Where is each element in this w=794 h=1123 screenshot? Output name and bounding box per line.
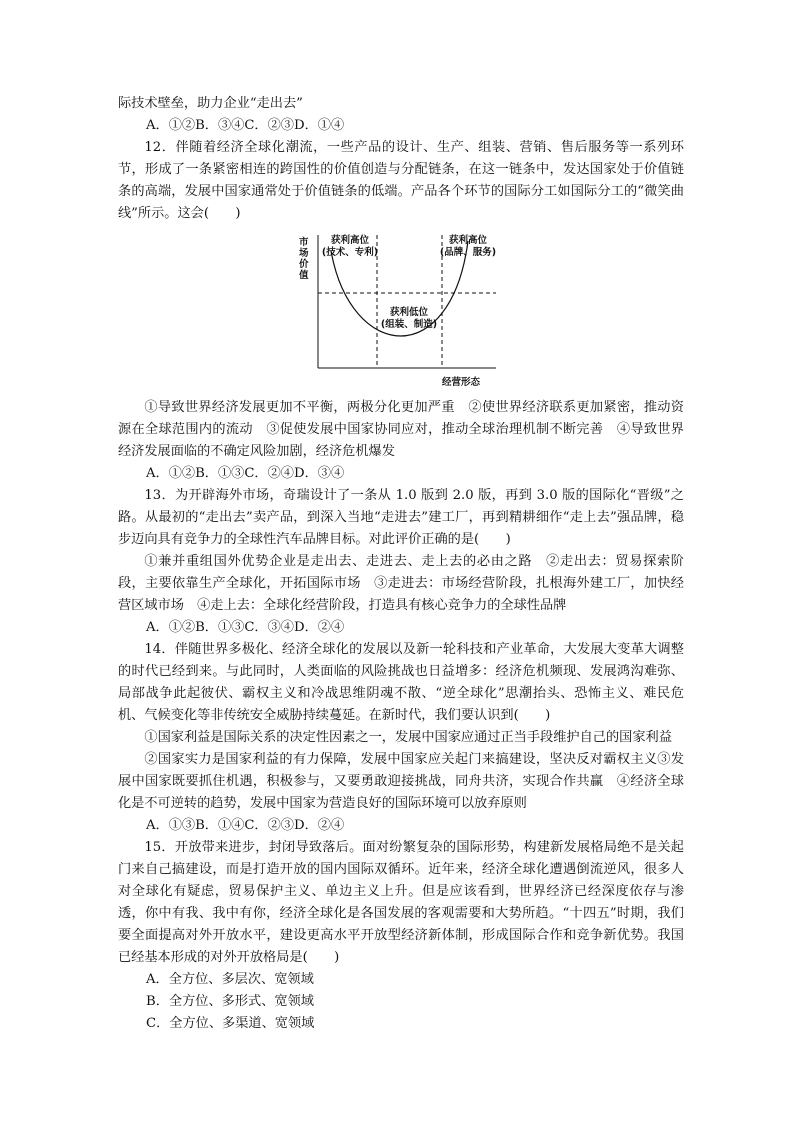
smile-curve-chart [296,231,506,389]
right-high-label: 获利高位 [448,235,488,246]
x-axis-label: 经营形态 [441,377,481,388]
q12-stem: 12．伴随着经济全球化潮流，一些产品的设计、生产、组装、营销、售后服务等一系列环节，形成了一条紧密相连的跨国性的价值创造与分配链条，在这一链条中，发达国家处于价值链条的高端，发展中国家通常处于价值链条的低端。产品各个环节的国际分工如国际分工的“微笑曲线”所示。这会( ) [118,140,684,221]
q15-option-b: B．全方位、多形式、宽领域 [146,994,314,1009]
q15-option-a: A．全方位、多层次、宽领域 [146,972,314,987]
y-axis-label-char-2: 场 [299,248,309,259]
q15-option-c: C．全方位、多渠道、宽领域 [146,1016,315,1031]
left-high-label: 获利高位 [330,235,370,246]
y-axis-label-char-3: 价 [299,259,309,270]
mid-low-label: 获利低位 [389,307,429,318]
right-high-sub-label: (品牌、服务) [439,247,497,258]
q14-statement-2: ②国家实力是国家利益的有力保障，发展中国家应关起门来搞建设，坚决反对霸权主义③发展中国家既要抓住机遇，积极参与，又要勇敢迎接挑战，同舟共济，实现合作共赢 ④经济全球化是不可逆转的趋势，发展中国家为营造良好的国际环境可以放弃原则 [118,752,684,811]
q15-stem: 15．开放带来进步，封闭导致落后。面对纷繁复杂的国际形势，构建新发展格局绝不是关起门来自己搞建设，而是打造开放的国内国际双循环。近年来，经济全球化遭遇倒流逆风，很多人对全球化有疑虑，贸易保护主义、单边主义上升。但是应该看到，世界经济已经深度依存与渗透，你中有我、我中有你，经济全球化是各国发展的客观需要和大势所趋。“十四五”时期，我们要全面提高对外开放水平，建设更高水平开放型经济新体制，形成国际合作和竞争新优势。我国已经基本形成的对外开放格局是( ) [118,840,684,965]
q11-options: A．①②B．③④C．②③D．①④ [146,118,345,133]
y-axis-label-char-4: 值 [299,270,309,281]
q13-statements: ①兼并重组国外优势企业是走出去、走进去、走上去的必由之路 ②走出去：贸易探索阶段，主要依靠生产全球化，开拓国际市场 ③走进去：市场经营阶段，扎根海外建工厂，加快经营区域市场 ④走上去：全球化经营阶段，打造具有核心竞争力的全球性品牌 [118,554,684,613]
q13-stem: 13．为开辟海外市场，奇瑞设计了一条从 1.0 版到 2.0 版，再到 3.0 版的国际化“晋级”之路。从最初的“走出去”卖产品，到深入当地“走进去”建工厂，再到精耕细作“走上去”强品牌，稳步迈向具有竞争力的全球性汽车品牌目标。对此评价正确的是( ) [118,488,684,547]
smile-curve-figure [118,231,684,389]
q14-statement-1: ①国家利益是国际关系的决定性因素之一，发展中国家应通过正当手段维护自己的国家利益 [144,730,672,745]
q14-options: A．①③B．①④C．②③D．②④ [146,818,345,833]
mid-low-sub-label: (组装、制造) [380,319,438,330]
q14-stem: 14．伴随世界多极化、经济全球化的发展以及新一轮科技和产业革命，大发展大变革大调整的时代已经到来。与此同时，人类面临的风险挑战也日益增多：经济危机频现、发展鸿沟难弥、局部战争此起彼伏、霸权主义和冷战思维阴魂不散、“逆全球化”思潮抬头、恐怖主义、难民危机、气候变化等非传统安全威胁持续蔓延。在新时代，我们要认识到( ) [118,642,684,723]
exam-page [118,93,684,1035]
q11-tail: 际技术壁垒，助力企业“走出去” [118,96,303,111]
left-high-sub-label: (技术、专利) [321,247,379,258]
q12-options: A．①②B．①③C．②④D．③④ [146,466,345,481]
y-axis-label-char-1: 市 [299,237,309,248]
q12-statements: ①导致世界经济发展更加不平衡，两极分化更加严重 ②使世界经济联系更加紧密，推动资源在全球范围内的流动 ③促使发展中国家协同应对，推动全球治理机制不断完善 ④导致世界经济发展面临的不确定风险加剧，经济危机爆发 [118,400,684,459]
q13-options: A．①②B．①③C．③④D．②④ [146,620,345,635]
